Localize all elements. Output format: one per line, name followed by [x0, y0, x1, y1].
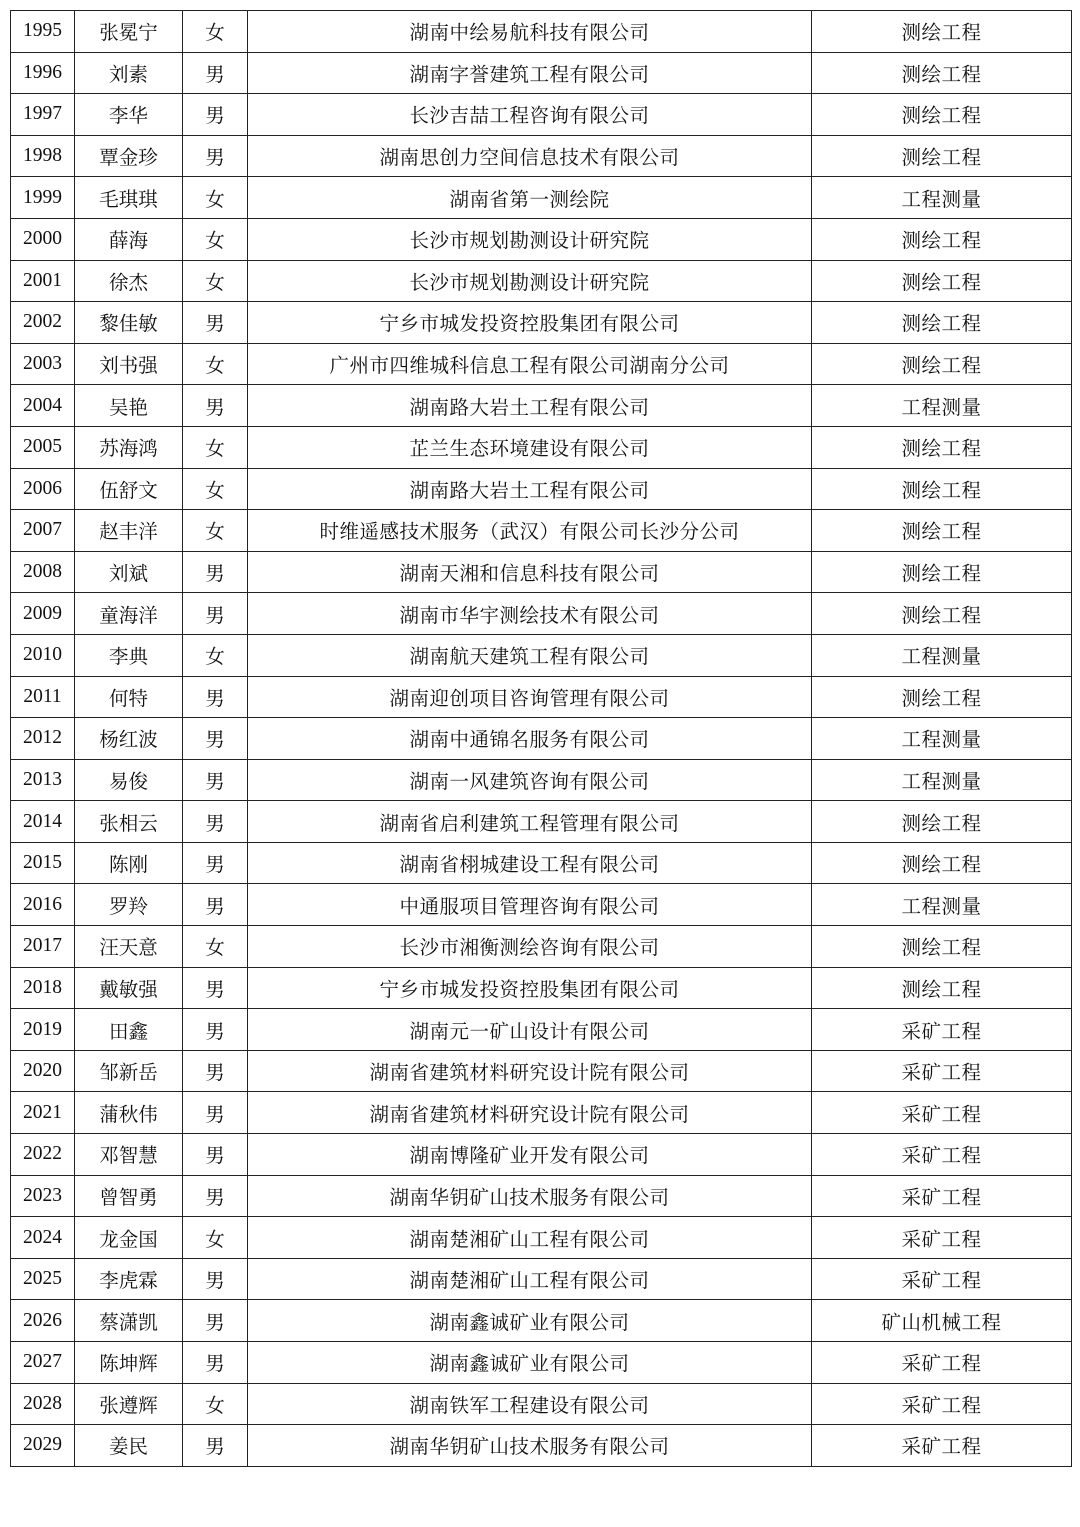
person-name-cell: 戴敏强 [75, 967, 183, 1009]
gender-cell: 男 [183, 1425, 248, 1467]
organization-cell: 湖南华钥矿山技术服务有限公司 [248, 1175, 812, 1217]
major-cell: 测绘工程 [812, 468, 1072, 510]
major-cell: 测绘工程 [812, 676, 1072, 718]
serial-number-cell: 2009 [11, 593, 75, 635]
serial-number-cell: 2023 [11, 1175, 75, 1217]
gender-cell: 男 [183, 1092, 248, 1134]
person-name-cell: 薛海 [75, 218, 183, 260]
organization-cell: 湖南航天建筑工程有限公司 [248, 634, 812, 676]
gender-cell: 男 [183, 135, 248, 177]
gender-cell: 女 [183, 426, 248, 468]
organization-cell: 芷兰生态环境建设有限公司 [248, 426, 812, 468]
major-cell: 测绘工程 [812, 11, 1072, 53]
serial-number-cell: 2010 [11, 634, 75, 676]
serial-number-cell: 2021 [11, 1092, 75, 1134]
person-name-cell: 龙金国 [75, 1217, 183, 1259]
organization-cell: 湖南中通锦名服务有限公司 [248, 718, 812, 760]
table-row [11, 135, 1072, 177]
person-name-cell: 罗羚 [75, 884, 183, 926]
serial-number-cell: 2011 [11, 676, 75, 718]
organization-cell: 湖南省建筑材料研究设计院有限公司 [248, 1092, 812, 1134]
person-name-cell: 张冕宁 [75, 11, 183, 53]
organization-cell: 湖南楚湘矿山工程有限公司 [248, 1258, 812, 1300]
table-row [11, 759, 1072, 801]
gender-cell: 男 [183, 1050, 248, 1092]
gender-cell: 女 [183, 1383, 248, 1425]
roster-body [11, 11, 1072, 1467]
person-name-cell: 李虎霖 [75, 1258, 183, 1300]
serial-number-cell: 2001 [11, 260, 75, 302]
serial-number-cell: 2027 [11, 1342, 75, 1384]
gender-cell: 女 [183, 260, 248, 302]
organization-cell: 湖南路大岩土工程有限公司 [248, 385, 812, 427]
gender-cell: 男 [183, 1175, 248, 1217]
person-name-cell: 刘素 [75, 52, 183, 94]
serial-number-cell: 2016 [11, 884, 75, 926]
table-row [11, 1258, 1072, 1300]
serial-number-cell: 1999 [11, 177, 75, 219]
person-name-cell: 张相云 [75, 801, 183, 843]
organization-cell: 湖南思创力空间信息技术有限公司 [248, 135, 812, 177]
table-row [11, 385, 1072, 427]
organization-cell: 长沙市规划勘测设计研究院 [248, 218, 812, 260]
gender-cell: 男 [183, 1300, 248, 1342]
serial-number-cell: 2017 [11, 926, 75, 968]
gender-cell: 男 [183, 1009, 248, 1051]
serial-number-cell: 2007 [11, 510, 75, 552]
organization-cell: 湖南天湘和信息科技有限公司 [248, 551, 812, 593]
person-name-cell: 童海洋 [75, 593, 183, 635]
serial-number-cell: 2015 [11, 842, 75, 884]
organization-cell: 长沙吉喆工程咨询有限公司 [248, 94, 812, 136]
major-cell: 测绘工程 [812, 260, 1072, 302]
person-name-cell: 李华 [75, 94, 183, 136]
table-row [11, 551, 1072, 593]
serial-number-cell: 2020 [11, 1050, 75, 1092]
organization-cell: 湖南华钥矿山技术服务有限公司 [248, 1425, 812, 1467]
major-cell: 测绘工程 [812, 510, 1072, 552]
major-cell: 采矿工程 [812, 1009, 1072, 1051]
gender-cell: 女 [183, 218, 248, 260]
table-row [11, 926, 1072, 968]
major-cell: 测绘工程 [812, 801, 1072, 843]
table-row [11, 52, 1072, 94]
major-cell: 采矿工程 [812, 1134, 1072, 1176]
organization-cell: 时维遥感技术服务（武汉）有限公司长沙分公司 [248, 510, 812, 552]
gender-cell: 男 [183, 884, 248, 926]
organization-cell: 湖南一风建筑咨询有限公司 [248, 759, 812, 801]
organization-cell: 湖南省第一测绘院 [248, 177, 812, 219]
roster-table [10, 10, 1072, 1467]
person-name-cell: 张遵辉 [75, 1383, 183, 1425]
gender-cell: 女 [183, 177, 248, 219]
major-cell: 测绘工程 [812, 926, 1072, 968]
serial-number-cell: 2024 [11, 1217, 75, 1259]
major-cell: 工程测量 [812, 385, 1072, 427]
table-row [11, 343, 1072, 385]
major-cell: 采矿工程 [812, 1175, 1072, 1217]
serial-number-cell: 2000 [11, 218, 75, 260]
organization-cell: 湖南路大岩土工程有限公司 [248, 468, 812, 510]
organization-cell: 湖南鑫诚矿业有限公司 [248, 1342, 812, 1384]
gender-cell: 女 [183, 1217, 248, 1259]
table-row [11, 1342, 1072, 1384]
organization-cell: 宁乡市城发投资控股集团有限公司 [248, 302, 812, 344]
person-name-cell: 何特 [75, 676, 183, 718]
serial-number-cell: 2019 [11, 1009, 75, 1051]
organization-cell: 湖南省建筑材料研究设计院有限公司 [248, 1050, 812, 1092]
major-cell: 工程测量 [812, 884, 1072, 926]
serial-number-cell: 2014 [11, 801, 75, 843]
table-row [11, 593, 1072, 635]
person-name-cell: 陈刚 [75, 842, 183, 884]
table-row [11, 1175, 1072, 1217]
major-cell: 测绘工程 [812, 593, 1072, 635]
person-name-cell: 赵丰洋 [75, 510, 183, 552]
person-name-cell: 曾智勇 [75, 1175, 183, 1217]
person-name-cell: 毛琪琪 [75, 177, 183, 219]
table-row [11, 676, 1072, 718]
gender-cell: 男 [183, 1342, 248, 1384]
organization-cell: 湖南中绘易航科技有限公司 [248, 11, 812, 53]
table-row [11, 1092, 1072, 1134]
gender-cell: 女 [183, 634, 248, 676]
serial-number-cell: 2002 [11, 302, 75, 344]
gender-cell: 男 [183, 94, 248, 136]
table-row [11, 718, 1072, 760]
person-name-cell: 覃金珍 [75, 135, 183, 177]
table-row [11, 260, 1072, 302]
gender-cell: 男 [183, 302, 248, 344]
organization-cell: 湖南鑫诚矿业有限公司 [248, 1300, 812, 1342]
table-row [11, 1050, 1072, 1092]
major-cell: 测绘工程 [812, 135, 1072, 177]
gender-cell: 男 [183, 842, 248, 884]
gender-cell: 男 [183, 593, 248, 635]
person-name-cell: 苏海鸿 [75, 426, 183, 468]
serial-number-cell: 2025 [11, 1258, 75, 1300]
major-cell: 测绘工程 [812, 551, 1072, 593]
major-cell: 测绘工程 [812, 302, 1072, 344]
person-name-cell: 邹新岳 [75, 1050, 183, 1092]
organization-cell: 湖南省栩城建设工程有限公司 [248, 842, 812, 884]
organization-cell: 湖南元一矿山设计有限公司 [248, 1009, 812, 1051]
major-cell: 测绘工程 [812, 967, 1072, 1009]
organization-cell: 湖南省启利建筑工程管理有限公司 [248, 801, 812, 843]
serial-number-cell: 2022 [11, 1134, 75, 1176]
person-name-cell: 李典 [75, 634, 183, 676]
major-cell: 测绘工程 [812, 343, 1072, 385]
organization-cell: 中通服项目管理咨询有限公司 [248, 884, 812, 926]
serial-number-cell: 2018 [11, 967, 75, 1009]
person-name-cell: 刘斌 [75, 551, 183, 593]
major-cell: 采矿工程 [812, 1217, 1072, 1259]
person-name-cell: 徐杰 [75, 260, 183, 302]
serial-number-cell: 2006 [11, 468, 75, 510]
table-row [11, 1134, 1072, 1176]
table-row [11, 1383, 1072, 1425]
gender-cell: 男 [183, 52, 248, 94]
organization-cell: 湖南博隆矿业开发有限公司 [248, 1134, 812, 1176]
table-row [11, 1217, 1072, 1259]
major-cell: 工程测量 [812, 177, 1072, 219]
gender-cell: 男 [183, 1134, 248, 1176]
person-name-cell: 邓智慧 [75, 1134, 183, 1176]
table-row [11, 634, 1072, 676]
organization-cell: 湖南铁军工程建设有限公司 [248, 1383, 812, 1425]
gender-cell: 男 [183, 1258, 248, 1300]
table-row [11, 801, 1072, 843]
person-name-cell: 杨红波 [75, 718, 183, 760]
table-row [11, 842, 1072, 884]
serial-number-cell: 2003 [11, 343, 75, 385]
major-cell: 测绘工程 [812, 52, 1072, 94]
table-row [11, 884, 1072, 926]
serial-number-cell: 2026 [11, 1300, 75, 1342]
major-cell: 测绘工程 [812, 94, 1072, 136]
serial-number-cell: 1997 [11, 94, 75, 136]
major-cell: 采矿工程 [812, 1342, 1072, 1384]
person-name-cell: 吴艳 [75, 385, 183, 427]
gender-cell: 男 [183, 385, 248, 427]
gender-cell: 男 [183, 718, 248, 760]
table-row [11, 1009, 1072, 1051]
organization-cell: 广州市四维城科信息工程有限公司湖南分公司 [248, 343, 812, 385]
person-name-cell: 黎佳敏 [75, 302, 183, 344]
person-name-cell: 汪天意 [75, 926, 183, 968]
table-row [11, 510, 1072, 552]
organization-cell: 长沙市规划勘测设计研究院 [248, 260, 812, 302]
person-name-cell: 陈坤辉 [75, 1342, 183, 1384]
gender-cell: 女 [183, 468, 248, 510]
major-cell: 工程测量 [812, 634, 1072, 676]
serial-number-cell: 1995 [11, 11, 75, 53]
table-row [11, 177, 1072, 219]
major-cell: 测绘工程 [812, 842, 1072, 884]
gender-cell: 男 [183, 676, 248, 718]
organization-cell: 湖南迎创项目咨询管理有限公司 [248, 676, 812, 718]
organization-cell: 宁乡市城发投资控股集团有限公司 [248, 967, 812, 1009]
person-name-cell: 姜民 [75, 1425, 183, 1467]
gender-cell: 女 [183, 11, 248, 53]
serial-number-cell: 2013 [11, 759, 75, 801]
major-cell: 采矿工程 [812, 1050, 1072, 1092]
major-cell: 采矿工程 [812, 1092, 1072, 1134]
person-name-cell: 田鑫 [75, 1009, 183, 1051]
gender-cell: 男 [183, 551, 248, 593]
table-row [11, 1425, 1072, 1467]
table-row [11, 302, 1072, 344]
person-name-cell: 蔡潇凯 [75, 1300, 183, 1342]
table-row [11, 1300, 1072, 1342]
major-cell: 工程测量 [812, 759, 1072, 801]
organization-cell: 长沙市湘衡测绘咨询有限公司 [248, 926, 812, 968]
gender-cell: 女 [183, 343, 248, 385]
major-cell: 采矿工程 [812, 1383, 1072, 1425]
gender-cell: 女 [183, 926, 248, 968]
gender-cell: 男 [183, 967, 248, 1009]
organization-cell: 湖南字誉建筑工程有限公司 [248, 52, 812, 94]
major-cell: 工程测量 [812, 718, 1072, 760]
gender-cell: 女 [183, 510, 248, 552]
table-row [11, 468, 1072, 510]
major-cell: 采矿工程 [812, 1258, 1072, 1300]
major-cell: 测绘工程 [812, 218, 1072, 260]
table-row [11, 94, 1072, 136]
table-row [11, 967, 1072, 1009]
major-cell: 测绘工程 [812, 426, 1072, 468]
table-row [11, 426, 1072, 468]
gender-cell: 男 [183, 801, 248, 843]
person-name-cell: 易俊 [75, 759, 183, 801]
organization-cell: 湖南楚湘矿山工程有限公司 [248, 1217, 812, 1259]
table-row [11, 218, 1072, 260]
major-cell: 矿山机械工程 [812, 1300, 1072, 1342]
serial-number-cell: 2012 [11, 718, 75, 760]
serial-number-cell: 2028 [11, 1383, 75, 1425]
serial-number-cell: 2008 [11, 551, 75, 593]
person-name-cell: 刘书强 [75, 343, 183, 385]
serial-number-cell: 2029 [11, 1425, 75, 1467]
gender-cell: 男 [183, 759, 248, 801]
table-row [11, 11, 1072, 53]
serial-number-cell: 1996 [11, 52, 75, 94]
major-cell: 采矿工程 [812, 1425, 1072, 1467]
person-name-cell: 伍舒文 [75, 468, 183, 510]
organization-cell: 湖南市华宇测绘技术有限公司 [248, 593, 812, 635]
serial-number-cell: 2005 [11, 426, 75, 468]
serial-number-cell: 2004 [11, 385, 75, 427]
person-name-cell: 蒲秋伟 [75, 1092, 183, 1134]
serial-number-cell: 1998 [11, 135, 75, 177]
